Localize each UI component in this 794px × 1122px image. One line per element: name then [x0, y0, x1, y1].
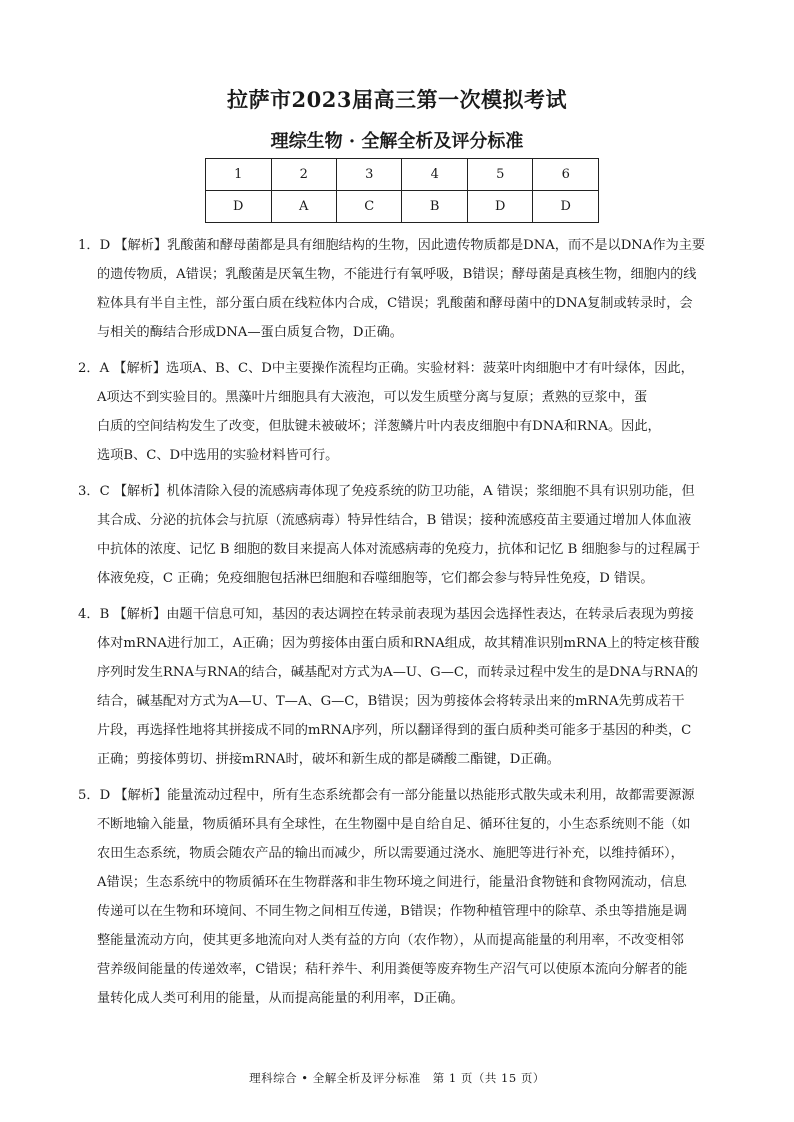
question-number-cell: 4	[402, 159, 467, 191]
explanation-line: 正确；剪接体剪切、拼接mRNA时，破坏和新生成的都是磷酸二酯键，D正确。	[97, 752, 560, 767]
page-title: 拉萨市2023届高三第一次模拟考试	[227, 87, 567, 112]
answer-cell: D	[206, 191, 272, 223]
explanation-line: 白质的空间结构发生了改变，但肽键未被破坏；洋葱鳞片叶内表皮细胞中有DNA和RNA。因此，	[97, 419, 661, 434]
explanation-line: 传递可以在生物和环境间、不同生物之间相互传递，B错误；作物种植管理中的除草、杀虫等措施是调	[97, 904, 687, 919]
answer-table	[205, 158, 599, 223]
explanation-line: A错误；生态系统中的物质循环在生物群落和非生物环境之间进行，能量沿食物链和食物网流动，信息	[97, 875, 687, 890]
answer-table-number-row	[206, 159, 599, 191]
explanation-line: A项达不到实验目的。黑藻叶片细胞具有大液泡，可以发生质壁分离与复原；煮熟的豆浆中，蛋	[97, 390, 648, 405]
explanation-item-1	[0, 231, 794, 347]
explanation-item-3	[0, 477, 794, 593]
question-number-cell: 3	[336, 159, 401, 191]
explanation-line: 片段，再选择性地将其拼接成不同的mRNA序列，所以翻译得到的蛋白质种类可能多于基因的种类，C	[97, 723, 692, 738]
explanation-line: 粒体具有半自主性，部分蛋白质在线粒体内合成，C错误；乳酸菌和酵母菌中的DNA复制或转录时，会	[97, 296, 693, 311]
explanation-line: 与相关的酶结合形成DNA—蛋白质复合物，D正确。	[97, 325, 403, 340]
explanation-line: 1．D 【解析】乳酸菌和酵母菌都是具有细胞结构的生物，因此遗传物质都是DNA，而不是以DNA作为主要	[78, 238, 706, 253]
explanation-line: 选项B、C、D中选用的实验材料皆可行。	[97, 448, 339, 463]
explanation-line: 体液免疫，C 正确；免疫细胞包括淋巴细胞和吞噬细胞等，它们都会参与特异性免疫，D 错误。	[97, 571, 654, 586]
explanation-line: 的遗传物质，A错误；乳酸菌是厌氧生物，不能进行有氧呼吸，B错误；酵母菌是真核生物，细胞内的线	[97, 267, 697, 282]
explanation-line: 不断地输入能量，物质循环具有全球性，在生物圈中是自给自足、循环往复的，小生态系统则不能（如	[97, 817, 691, 832]
explanation-line: 中抗体的浓度、记忆 B 细胞的数目来提高人体对流感病毒的免疫力，抗体和记忆 B 细胞参与的过程属于	[97, 542, 701, 557]
explanation-line: 体对mRNA进行加工，A正确；因为剪接体由蛋白质和RNA组成，故其精准识别mRNA上的特定核苷酸	[97, 636, 700, 651]
answer-cell: C	[336, 191, 401, 223]
explanation-line: 农田生态系统，物质会随农产品的输出而减少，所以需要通过浇水、施肥等进行补充，以维持循环），	[97, 846, 684, 861]
page-footer: 理科综合 • 全解全析及评分标准 第 1 页（共 15 页）	[249, 1071, 545, 1085]
question-number-cell: 6	[533, 159, 599, 191]
explanation-line: 营养级间能量的传递效率，C错误；秸秆养牛、利用粪便等废弃物生产沼气可以使原本流向分解者的能	[97, 962, 688, 977]
answer-cell: D	[533, 191, 599, 223]
explanation-item-5	[0, 781, 794, 1013]
answer-cell: B	[402, 191, 467, 223]
question-number-cell: 2	[271, 159, 336, 191]
answer-cell: D	[467, 191, 533, 223]
explanation-line: 整能量流动方向，使其更多地流向对人类有益的方向（农作物），从而提高能量的利用率，不改变相邻	[97, 933, 684, 948]
explanation-line: 4．B 【解析】由题干信息可知，基因的表达调控在转录前表现为基因会选择性表达，在转录后表现为剪接	[78, 607, 694, 622]
explanation-item-4	[0, 600, 794, 774]
question-number-cell: 1	[206, 159, 272, 191]
explanation-line: 2．A 【解析】选项A、B、C、D中主要操作流程均正确。实验材料：菠菜叶肉细胞中才有叶绿体，因此，	[78, 361, 694, 376]
answer-cell: A	[271, 191, 336, 223]
explanation-line: 结合，碱基配对方式为A—U、T—A、G—C，B错误；因为剪接体会将转录出来的mRNA先剪成若干	[97, 694, 685, 709]
explanation-line: 序列时发生RNA与RNA的结合，碱基配对方式为A—U、G—C，而转录过程中发生的是DNA与RNA的	[97, 665, 699, 680]
explanation-line: 其合成、分泌的抗体会与抗原（流感病毒）特异性结合，B 错误；接种流感疫苗主要通过增加人体血液	[97, 513, 692, 528]
explanation-line: 量转化成人类可利用的能量，从而提高能量的利用率，D正确。	[97, 991, 464, 1006]
explanation-line: 3．C 【解析】机体清除入侵的流感病毒体现了免疫系统的防卫功能，A 错误；浆细胞不具有识别功能，但	[78, 484, 695, 499]
question-number-cell: 5	[467, 159, 533, 191]
explanation-item-2	[0, 354, 794, 470]
explanation-line: 5．D 【解析】能量流动过程中，所有生态系统都会有一部分能量以热能形式散失或未利用，故都需要源源	[78, 788, 695, 803]
answer-table-answer-row	[206, 191, 599, 223]
answer-explanations	[0, 231, 794, 1020]
page-subtitle: 理综生物 · 全解全析及评分标准	[270, 131, 524, 152]
